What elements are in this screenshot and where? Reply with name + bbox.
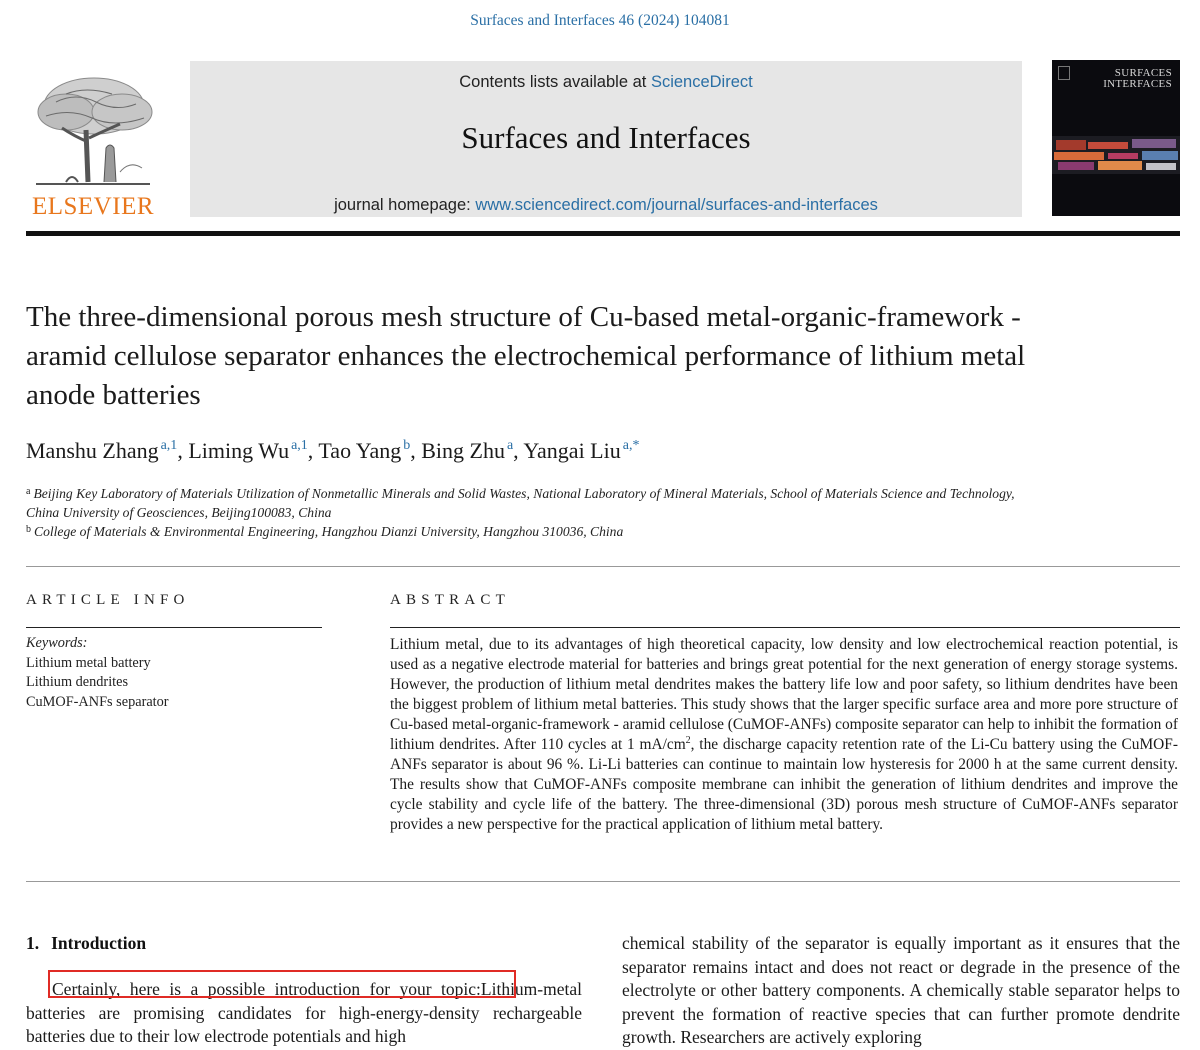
contents-line	[190, 73, 1022, 92]
journal-citation[interactable]: Surfaces and Interfaces 46 (2024) 104081	[470, 12, 730, 29]
journal-title: Surfaces and Interfaces	[461, 120, 751, 155]
affiliation-a	[26, 482, 1036, 522]
contents-prefix: Contents lists available at	[459, 73, 651, 91]
author-separator: ,	[307, 438, 319, 463]
abstract-heading: ABSTRACT	[390, 592, 510, 608]
keywords-block	[26, 634, 169, 712]
cover-artwork-icon	[1052, 60, 1180, 216]
introduction-heading	[26, 933, 146, 954]
keywords-label: Keywords:	[26, 635, 88, 651]
cover-title-line2: INTERFACES	[1103, 78, 1172, 90]
author-affiliation-marker[interactable]: a,1	[160, 438, 178, 453]
affiliation-text: College of Materials & Environmental Engineering, Hangzhou Dianzi University, Hangzhou 310036, China	[34, 524, 624, 539]
elsevier-wordmark: ELSEVIER	[31, 193, 155, 220]
highlighted-phrase: Certainly, here is a possible introduction for your topic:	[52, 979, 481, 999]
paper-title: The three-dimensional porous mesh structure of Cu-based metal-organic-framework - aramid cellulose separator enhances the electrochemical performance of lithium metal anode batteries	[26, 301, 1026, 411]
abstract-rule	[390, 627, 1180, 628]
section-number: 1.	[26, 933, 40, 953]
introduction-left-text: Lithium-metal batteries are promising candidates for high-energy-density rechargeable batteries due to their low electrode potentials and high	[26, 979, 582, 1046]
abstract-superscript: 2	[685, 734, 691, 746]
highlight-box	[48, 970, 516, 998]
article-info-rule	[26, 627, 322, 628]
introduction-right-column: chemical stability of the separator is equally important as it ensures that the separator remains intact and does not react or degrade in the presence of the electrolyte or other battery components. A chemically stable separator helps to prevent the formation of reactive species that can further promote dendrite growth. Researchers are actively exploring	[622, 933, 1180, 1047]
author-name[interactable]: Manshu Zhang	[26, 438, 159, 463]
header-divider	[26, 231, 1180, 236]
author-separator: ,	[410, 438, 422, 463]
affiliation-label: a	[26, 486, 31, 497]
section-divider	[26, 566, 1180, 567]
author-separator: ,	[513, 438, 524, 463]
journal-homepage-line	[190, 196, 1022, 215]
abstract-body	[390, 635, 1178, 835]
author-affiliation-marker[interactable]: a,1	[291, 438, 308, 453]
section-divider-bottom	[26, 881, 1180, 882]
abstract-text-part2: , the discharge capacity retention rate of the Li-Cu battery using the CuMOF-ANFs separator is about 96 %. Li-Li batteries can continue to maintain low hysteresis for 2000 h at the same current density. The results show that CuMOF-ANFs composite membrane can inhibit the generation of lithium dendrites and improve the cycle stability and cycle life of the battery. The three-dimensional (3D) porous mesh structure of CuMOF-ANFs separator provides a new perspective for the practical application of lithium metal battery.	[390, 735, 1178, 833]
author-affiliation-marker[interactable]: a,*	[622, 438, 640, 453]
keyword-item[interactable]: Lithium metal battery	[26, 654, 151, 671]
section-title: Introduction	[51, 933, 147, 953]
affiliation-label: b	[26, 524, 31, 535]
abstract-text-part1: Lithium metal, due to its advantages of high theoretical capacity, low density and low electrochemical reaction potential, is used as a negative electrode material for batteries and brings great potential for the next generation of energy storage systems. However, the production of lithium metal dendrites makes the battery life low and poor safety, so lithium dendrites have been the biggest problem of lithium metal batteries. This study shows that the larger specific surface area and more pore structure of Cu-based metal-organic-framework - aramid cellulose (CuMOF-ANFs) composite separator can help to inhibit the formation of lithium dendrites. After 110 cycles at 1 mA/cm	[390, 636, 1178, 753]
homepage-prefix: journal homepage:	[334, 196, 476, 214]
author-name[interactable]: Yangai Liu	[523, 438, 621, 463]
author-affiliation-marker[interactable]: a	[506, 438, 514, 453]
author-name[interactable]: Tao Yang	[318, 438, 402, 463]
author-list	[26, 438, 639, 464]
author-name[interactable]: Liming Wu	[188, 438, 290, 463]
journal-homepage-link[interactable]: www.sciencedirect.com/journal/surfaces-and-interfaces	[475, 196, 878, 214]
cover-title-line1: SURFACES	[1114, 67, 1172, 79]
author-affiliation-marker[interactable]: b	[403, 438, 411, 453]
sciencedirect-link[interactable]: ScienceDirect	[650, 73, 753, 91]
affiliation-b	[26, 520, 1036, 541]
author-separator: ,	[177, 438, 189, 463]
affiliation-text: Beijing Key Laboratory of Materials Utilization of Nonmetallic Minerals and Solid Wastes, National Laboratory of Mineral Materials, School of Materials Science and Technology, China University of Geosciences, Beijing100083, China	[26, 486, 1015, 520]
author-name[interactable]: Bing Zhu	[421, 438, 505, 463]
journal-cover-thumbnail[interactable]	[1052, 60, 1180, 216]
article-info-heading: ARTICLE INFO	[26, 592, 190, 608]
keyword-item[interactable]: CuMOF-ANFs separator	[26, 693, 169, 710]
keyword-item[interactable]: Lithium dendrites	[26, 674, 129, 690]
